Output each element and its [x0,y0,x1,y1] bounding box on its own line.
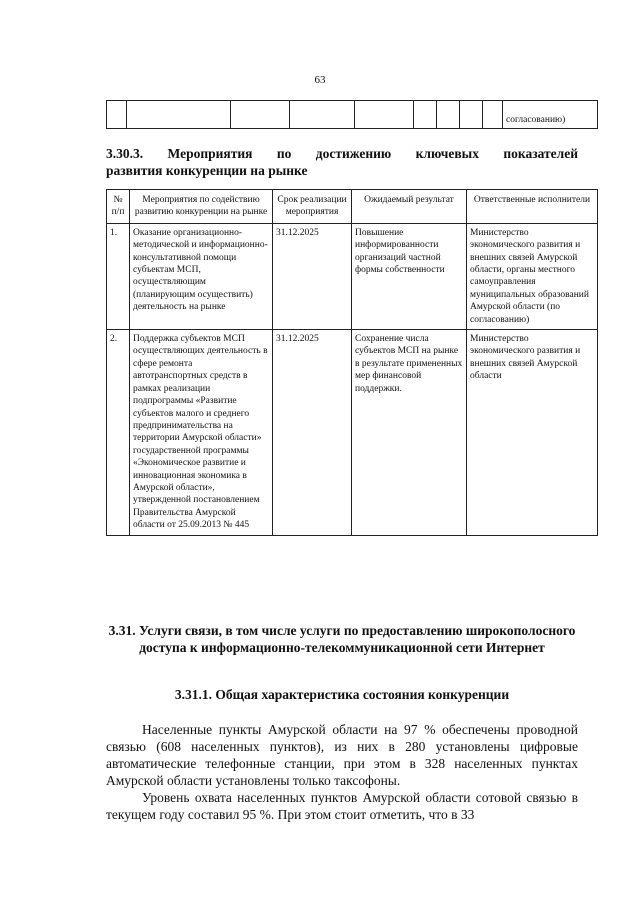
row-responsible: Министерство экономического развития и внешних связей Амурской области, органы местного самоуправления муниципальных образований Амурской области (по согласованию) [467,223,598,329]
paragraph-text: Уровень охвата населенных пунктов Амурской области сотовой связью в текущем году составил 95 %. При этом стоит отметить, что в 33 [106,790,578,822]
header-responsible: Ответственные исполнители [467,190,598,224]
paragraph [106,721,578,789]
header-num: № п/п [107,190,130,224]
row-responsible: Министерство экономического развития и внешних связей Амурской области [467,330,598,536]
row-activity: Поддержка субъектов МСП осуществляющих деятельность в сфере ремонта автотранспортных средств в рамках реализации подпрограммы «Развитие субъектов малого и среднего предпринимательства на территории Амурской области» государственной программы «Экономическое развитие и инновационная экономика в Амурской области», утвержденной постановлением Правительства Амурской области от 25.09.2013 № 445 [130,330,273,536]
row-activity: Оказание организационно-методической и информационно-консультативной помощи субъектам МСП, осуществляющим (планирующим осуществить) деятельность на рынке [130,223,273,329]
page-number: 63 [314,74,326,86]
section-330-3-title-line2: развития конкуренции на рынке [106,163,308,178]
row-deadline: 31.12.2025 [273,223,352,329]
row-result: Повышение информированности организаций частной формы собственности [352,223,467,329]
continued-cell-text: согласованию) [503,101,598,129]
header-result: Ожидаемый результат [352,190,467,224]
row-num: 2. [107,330,130,536]
section-331-title: 3.31. Услуги связи, в том числе услуги по предоставлению широкополосного доступа к информационно-телекоммуникационной сети Интернет [108,623,576,655]
measures-table [106,189,598,536]
paragraph-text: Населенные пункты Амурской области на 97 % обеспечены проводной связью (608 населенных пунктов), из них в 280 установлены цифровые автоматические телефонные станции, при этом в 328 населенных пунктах Амурской области установлены только таксофоны. [106,722,578,788]
section-330-3-title-line1: 3.30.3. Мероприятия по достижению ключевых показателей [106,146,578,161]
row-result: Сохранение числа субъектов МСП на рынке в результате примененных мер финансовой поддержки. [352,330,467,536]
row-deadline: 31.12.2025 [273,330,352,536]
header-deadline: Срок реализации мероприятия [273,190,352,224]
section-331-1-title: 3.31.1. Общая характеристика состояния конкуренции [174,687,510,702]
header-activity: Мероприятия по содействию развитию конкуренции на рынке [130,190,273,224]
table-row [107,223,598,329]
continued-table-row [106,100,598,129]
table-row [107,330,598,536]
paragraph [106,789,578,823]
table-header-row [107,190,598,224]
row-num: 1. [107,223,130,329]
